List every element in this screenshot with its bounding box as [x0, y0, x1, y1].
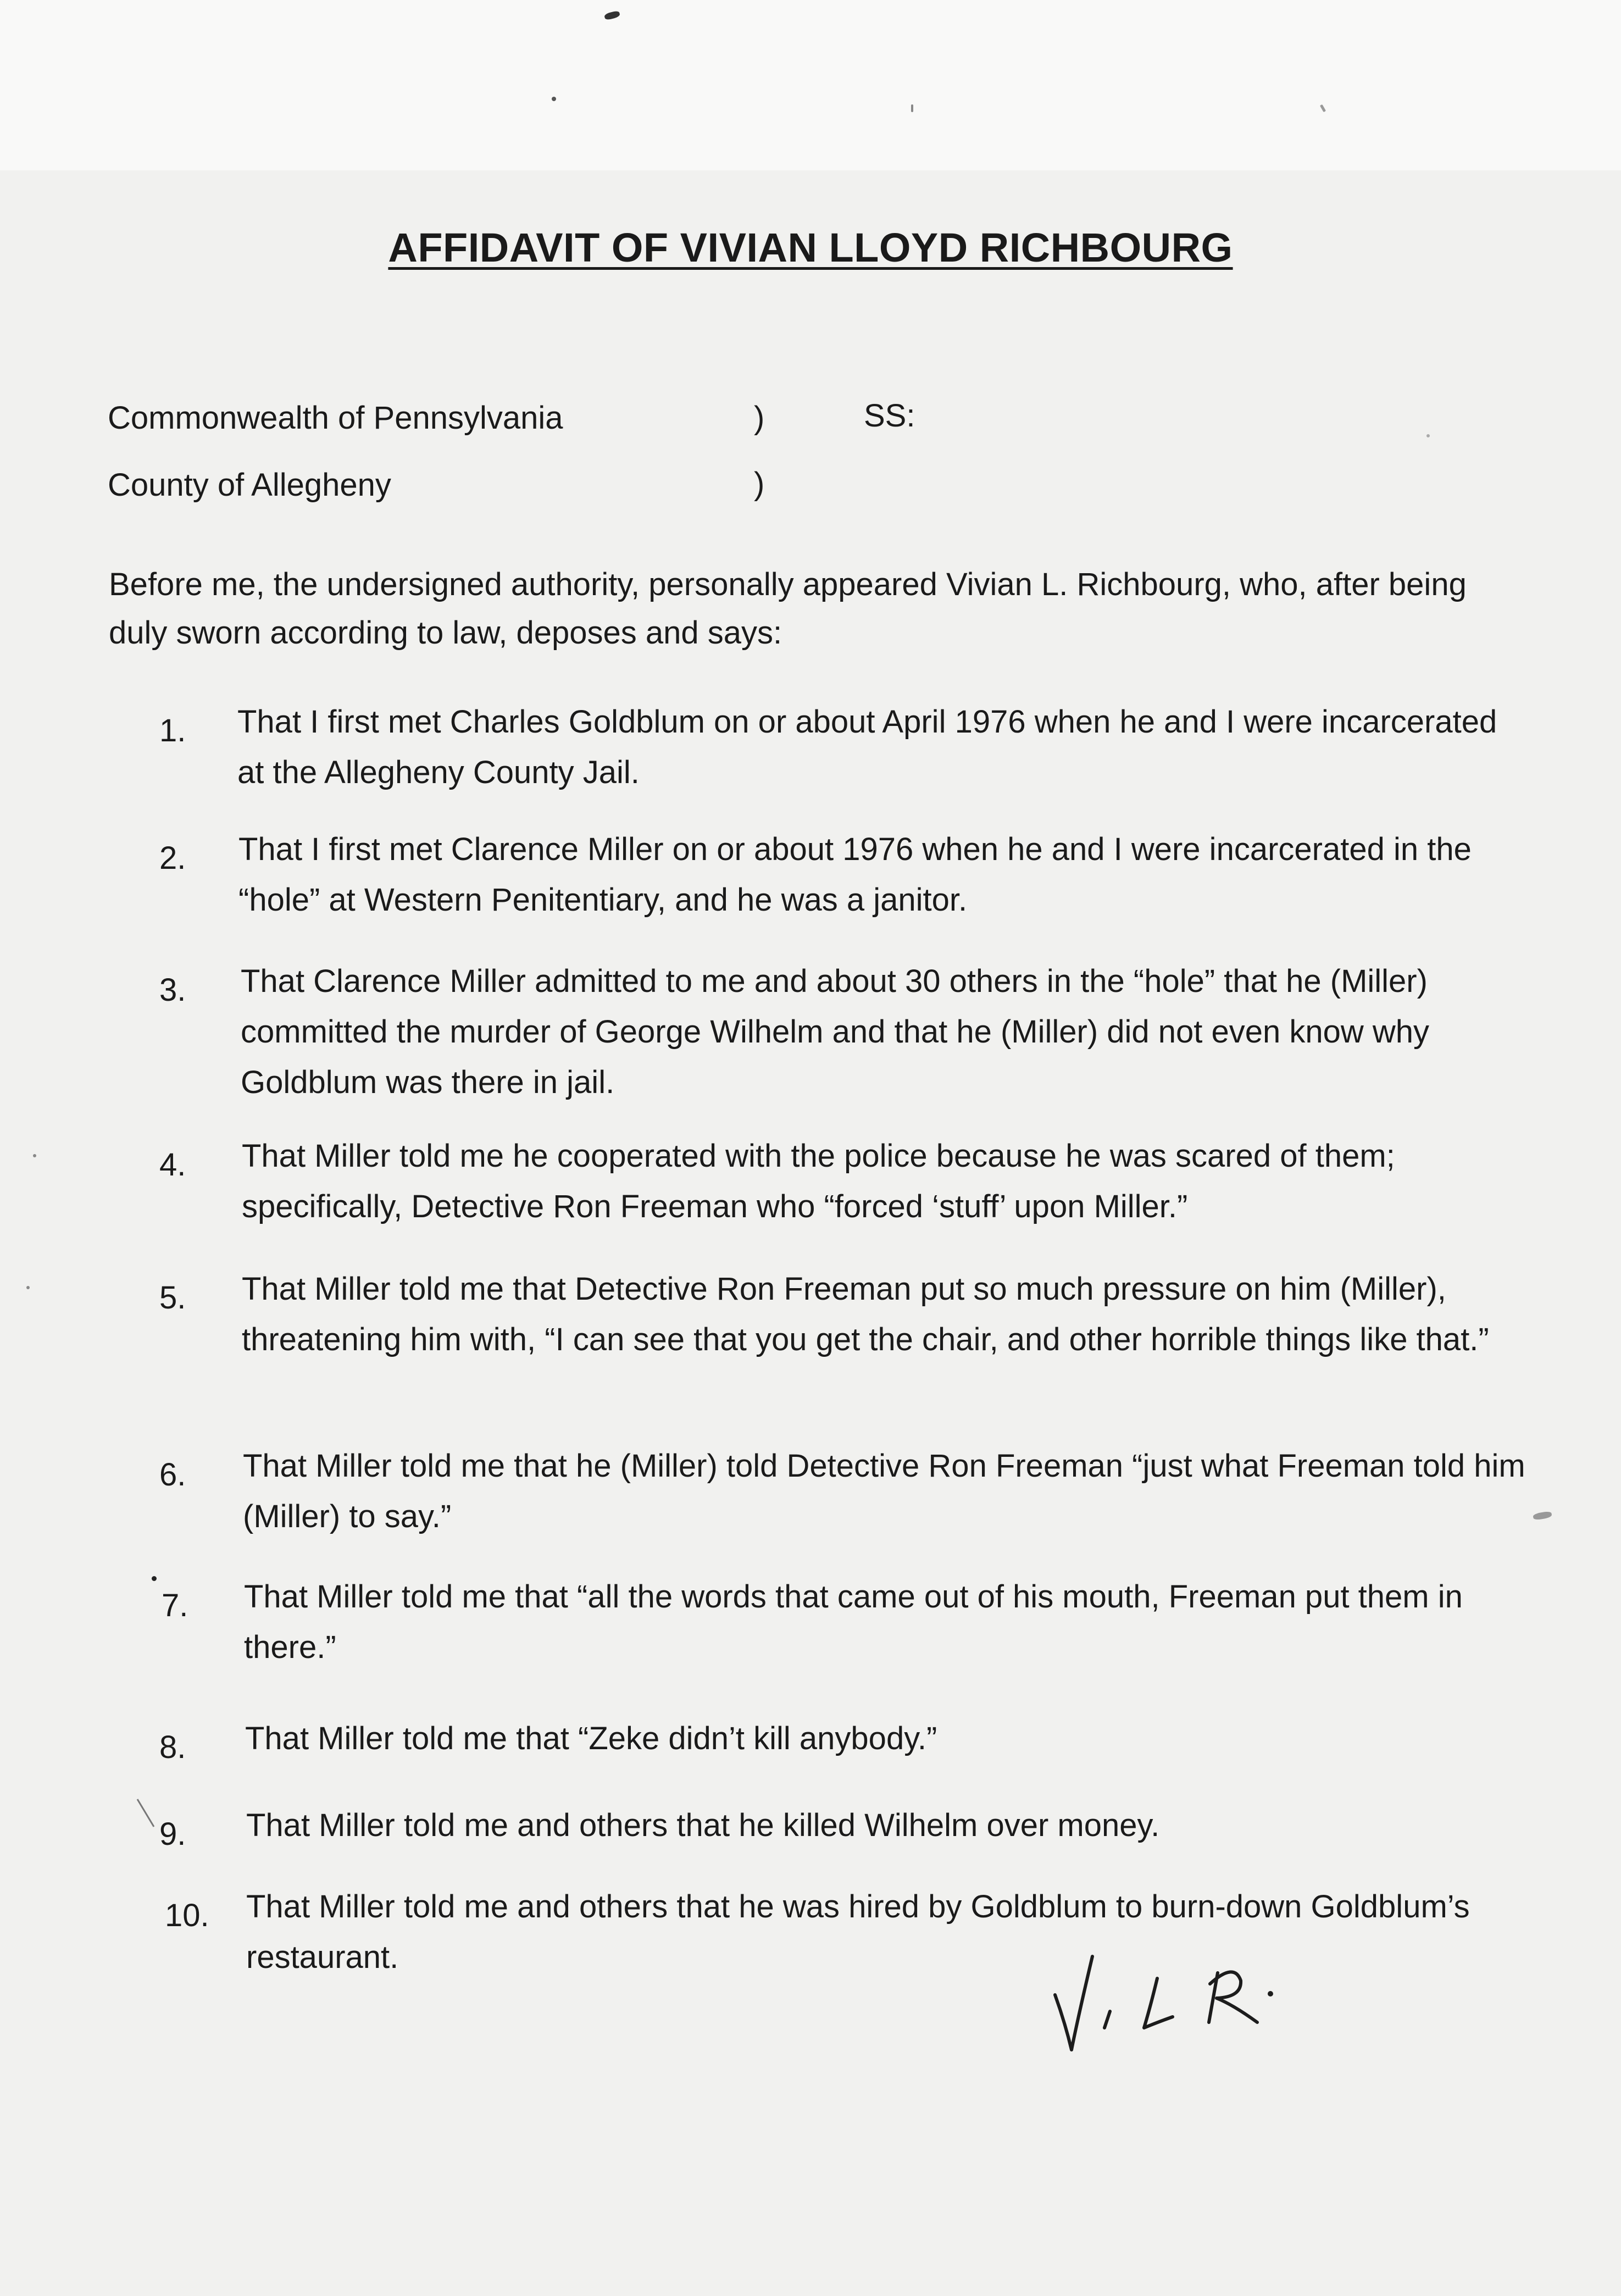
- item-number: 5.: [159, 1280, 186, 1316]
- item-text: That Clarence Miller admitted to me and about 30 others in the “hole” that he (Miller) committed the murder of George Wilhelm and that he (Miller) did not even know why Goldblum was there in jail.: [241, 963, 1430, 1100]
- handwritten-initials: [1050, 1940, 1286, 2061]
- venue-state: Commonwealth of Pennsylvania: [108, 400, 563, 436]
- item-number: 6.: [159, 1457, 186, 1493]
- venue-ss: SS:: [864, 398, 915, 434]
- scan-speck: [33, 1154, 36, 1157]
- item-number: 3.: [159, 972, 186, 1008]
- item-text: That I first met Clarence Miller on or about 1976 when he and I were incarcerated in the “hole” at Western Penitentiary, and he was a janitor.: [238, 831, 1472, 918]
- scan-speck: [26, 1286, 30, 1289]
- venue-paren: ): [754, 400, 765, 436]
- document-title: AFFIDAVIT OF VIVIAN LLOYD RICHBOURG: [388, 225, 1233, 270]
- item-text: That Miller told me that Detective Ron Freeman put so much pressure on him (Miller), threatening him with, “I can see that you get the chair, and other horrible things like that.”: [242, 1271, 1489, 1357]
- item-text: That Miller told me that “all the words that came out of his mouth, Freeman put them in there.”: [244, 1579, 1463, 1665]
- item-text: That Miller told me he cooperated with the police because he was scared of them; specifically, Detective Ron Freeman who “forced ‘stuff’ upon Miller.”: [242, 1138, 1395, 1224]
- venue-paren: ): [754, 466, 765, 502]
- item-number: 1.: [159, 713, 186, 748]
- scan-speck: [152, 1576, 157, 1581]
- scan-mark: [135, 1797, 157, 1830]
- item-number: 10.: [165, 1898, 209, 1933]
- item-text: That I first met Charles Goldblum on or about April 1976 when he and I were incarcerated at the Allegheny County Jail.: [237, 704, 1497, 790]
- intro-paragraph: Before me, the undersigned authority, personally appeared Vivian L. Richbourg, who, after being duly sworn according to law, deposes and says:: [109, 567, 1467, 651]
- item-text: That Miller told me and others that he killed Wilhelm over money.: [246, 1807, 1160, 1843]
- item-text: That Miller told me that he (Miller) told Detective Ron Freeman “just what Freeman told him (Miller) to say.”: [243, 1448, 1525, 1534]
- item-text: That Miller told me that “Zeke didn’t kill anybody.”: [245, 1721, 937, 1756]
- item-number: 7.: [162, 1588, 188, 1623]
- scan-speck: [552, 97, 556, 101]
- venue-county: County of Allegheny: [108, 467, 391, 503]
- item-number: 8.: [159, 1729, 186, 1765]
- item-number: 4.: [159, 1147, 186, 1183]
- scan-margin: [0, 0, 1621, 170]
- item-text: That Miller told me and others that he was hired by Goldblum to burn-down Goldblum’s restaurant.: [246, 1889, 1470, 1975]
- scan-speck: [1426, 434, 1430, 437]
- item-number: 9.: [159, 1816, 186, 1852]
- scan-speck: [911, 104, 913, 112]
- item-number: 2.: [159, 840, 186, 876]
